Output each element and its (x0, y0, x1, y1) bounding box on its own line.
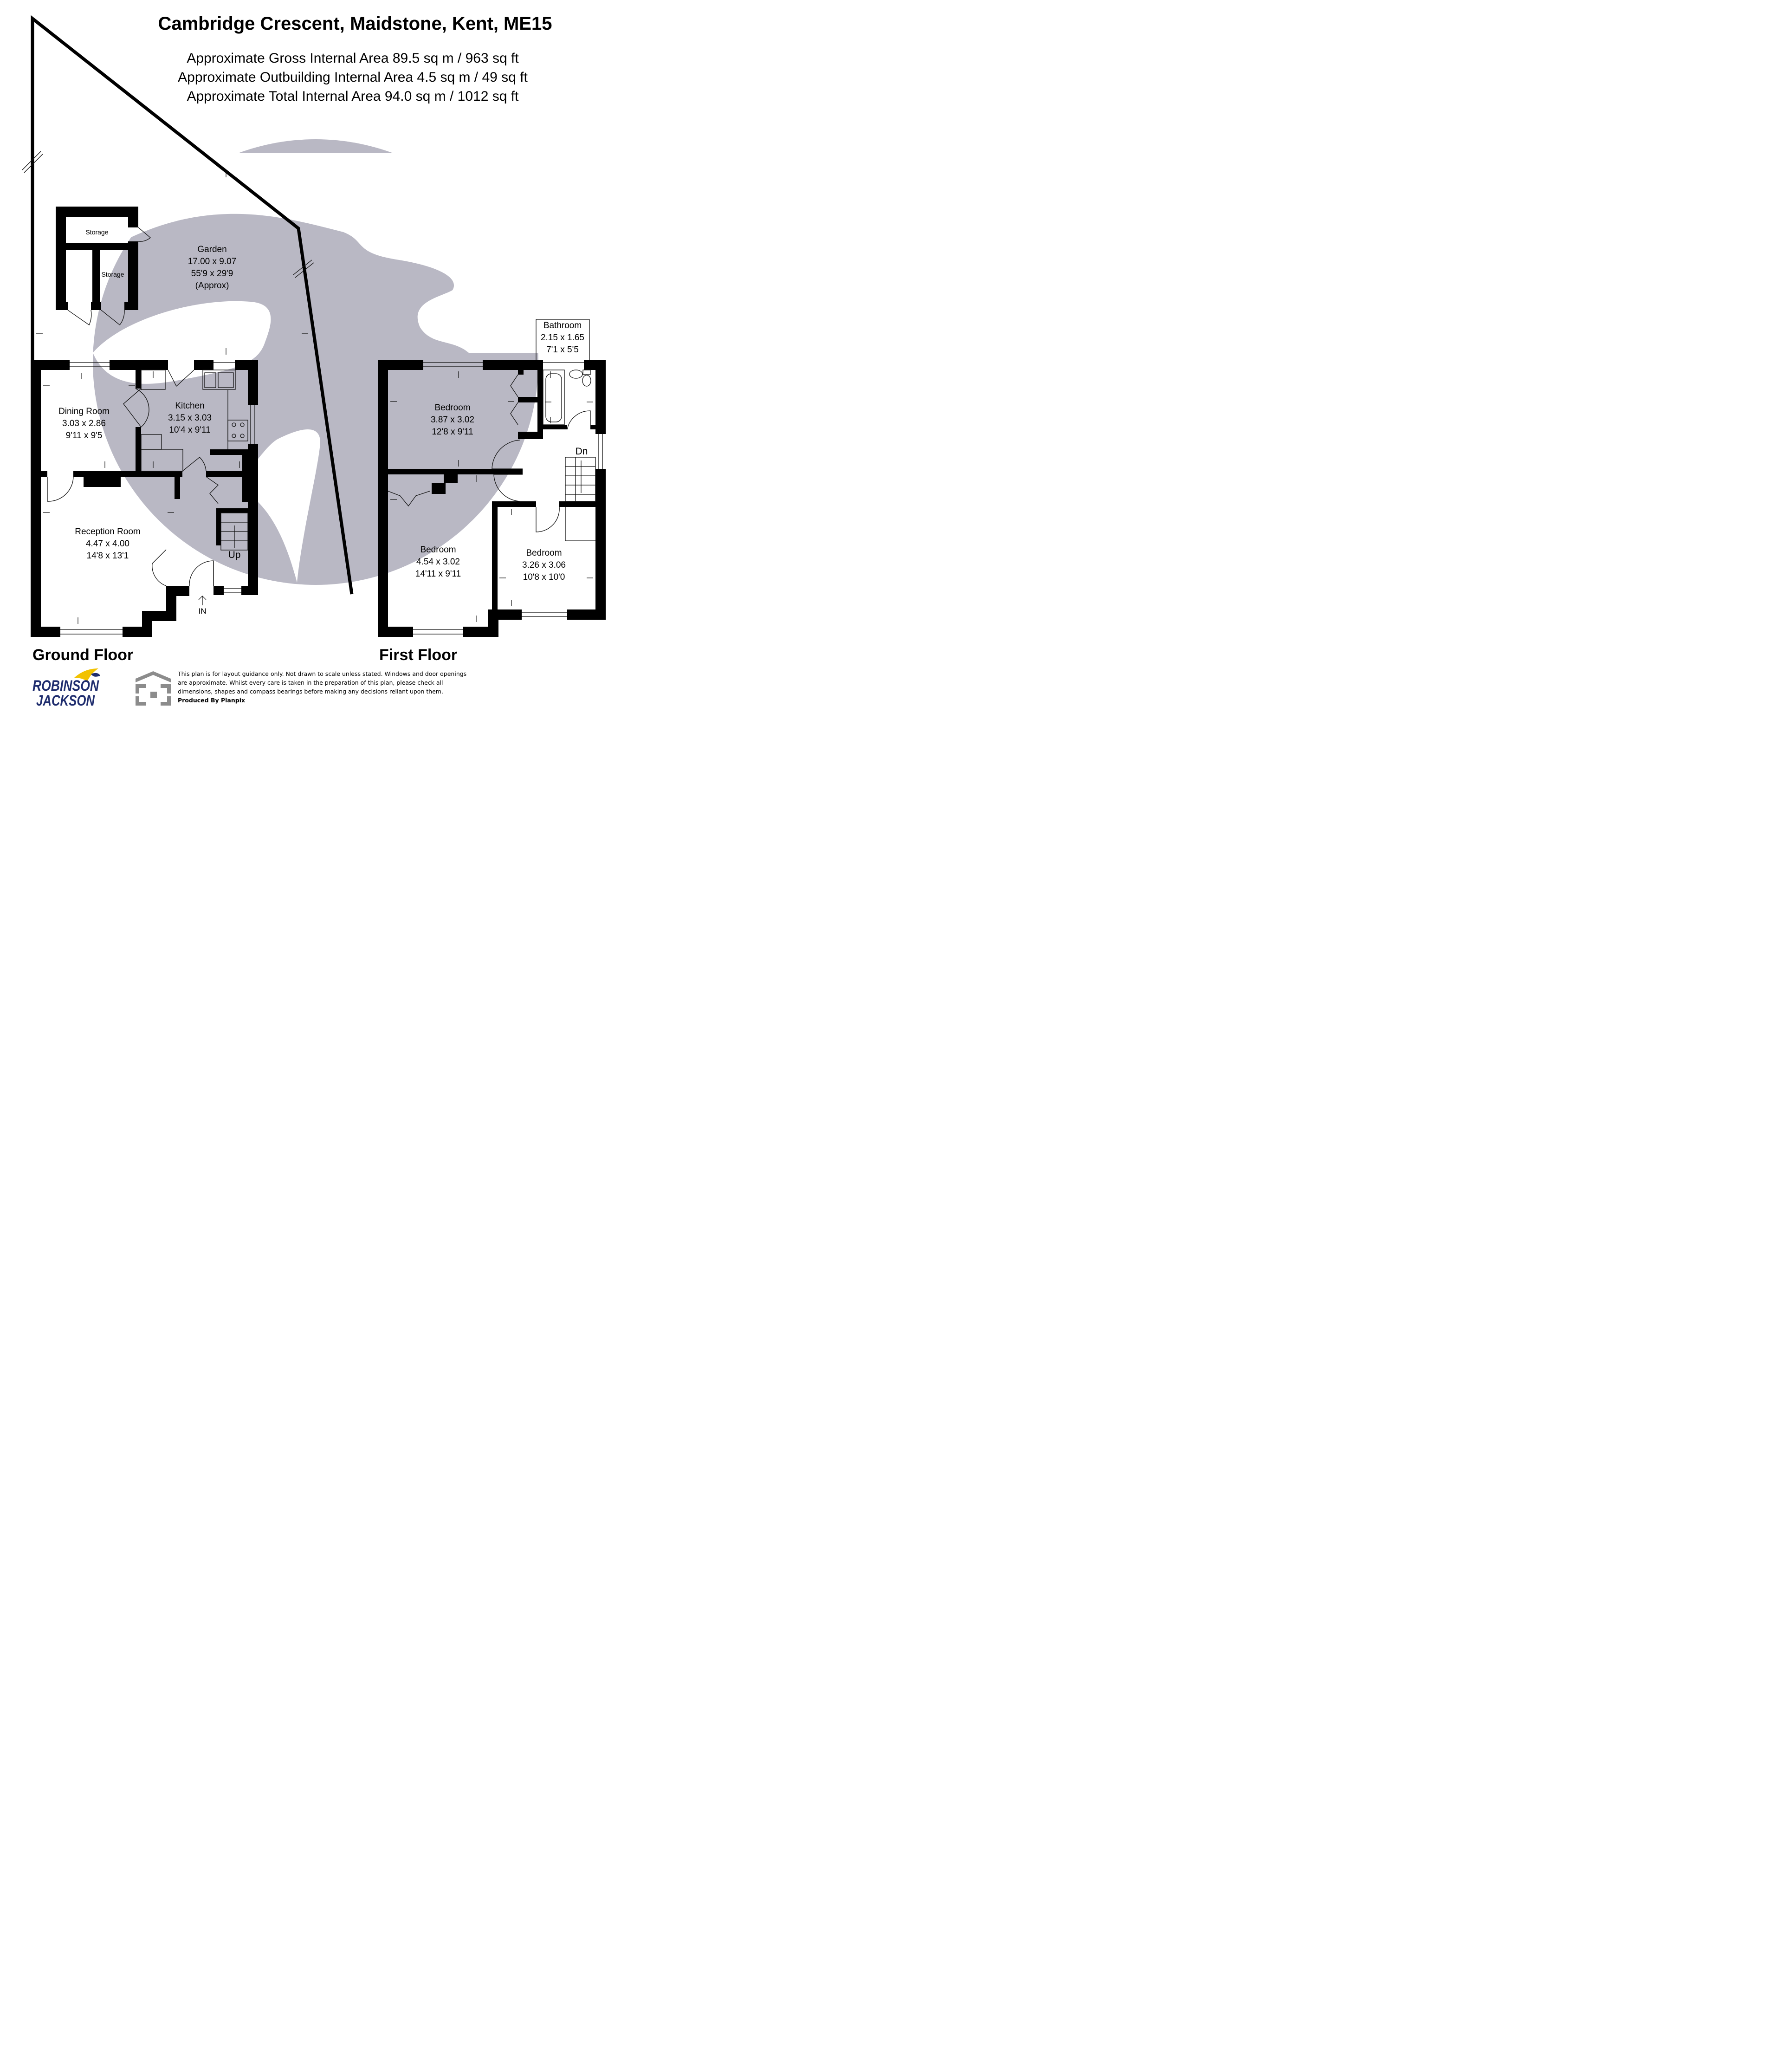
garden-name: Garden (197, 245, 227, 254)
floorplan-canvas (0, 0, 628, 725)
dining-room-name: Dining Room (58, 407, 110, 416)
bathroom-name: Bathroom (543, 321, 582, 331)
logo-line-1: ROBINSON (32, 677, 99, 694)
total-area: Approximate Total Internal Area 94.0 sq m / 1012 sq ft (187, 89, 519, 104)
disclaimer-line-3: dimensions, shapes and compass bearings before making any decisions reliant upon them. (178, 688, 444, 695)
page-title: Cambridge Crescent, Maidstone, Kent, ME15 (158, 13, 552, 34)
stairs-up-label: Up (228, 550, 241, 560)
dining-room-imperial: 9'11 x 9'5 (65, 431, 103, 441)
planpix-icon (136, 671, 171, 706)
entrance-label: IN (198, 607, 207, 616)
first-floor-label: First Floor (379, 646, 458, 664)
reception-room-metric: 4.47 x 4.00 (85, 539, 130, 549)
stairs-down-label: Dn (575, 446, 588, 457)
reception-room-name: Reception Room (75, 527, 141, 537)
disclaimer-line-1: This plan is for layout guidance only. Not drawn to scale unless stated. Windows and door openings (178, 670, 467, 677)
bedroom-1-metric: 3.87 x 3.02 (430, 415, 475, 425)
kitchen-name: Kitchen (175, 401, 205, 411)
robinson-jackson-logo (32, 668, 100, 709)
kitchen-imperial: 10'4 x 9'11 (169, 425, 211, 435)
disclaimer-line-2: are approximate. Whilst every care is taken in the preparation of this plan, please check all (178, 679, 443, 686)
bedroom-1-name: Bedroom (434, 403, 471, 413)
garden-imperial: 55'9 x 29'9 (191, 269, 233, 279)
outbuilding-area: Approximate Outbuilding Internal Area 4.5 sq m / 49 sq ft (178, 70, 528, 85)
gross-area: Approximate Gross Internal Area 89.5 sq m / 963 sq ft (187, 51, 519, 66)
bedroom-2-metric: 4.54 x 3.02 (416, 557, 460, 567)
producer-credit: Produced By Planpix (178, 697, 246, 704)
bedroom-2-name: Bedroom (420, 545, 456, 555)
bedroom-3-metric: 3.26 x 3.06 (522, 560, 566, 570)
bathroom-metric: 2.15 x 1.65 (540, 333, 585, 343)
bedroom-3-name: Bedroom (526, 548, 562, 558)
garden-metric: 17.00 x 9.07 (188, 257, 237, 266)
ground-floor-label: Ground Floor (32, 646, 134, 664)
storage-label-top: Storage (85, 228, 109, 236)
reception-room-imperial: 14'8 x 13'1 (86, 551, 129, 561)
bathroom-imperial: 7'1 x 5'5 (546, 345, 579, 355)
bedroom-1-imperial: 12'8 x 9'11 (432, 427, 473, 437)
dining-room-metric: 3.03 x 2.86 (62, 419, 106, 428)
bedroom-3-imperial: 10'8 x 10'0 (523, 572, 565, 582)
bedroom-2-imperial: 14'11 x 9'11 (415, 569, 461, 579)
storage-label-bottom: Storage (101, 271, 124, 278)
kitchen-metric: 3.15 x 3.03 (168, 413, 212, 423)
logo-line-2: JACKSON (36, 692, 95, 709)
garden-note: (Approx) (195, 281, 229, 291)
